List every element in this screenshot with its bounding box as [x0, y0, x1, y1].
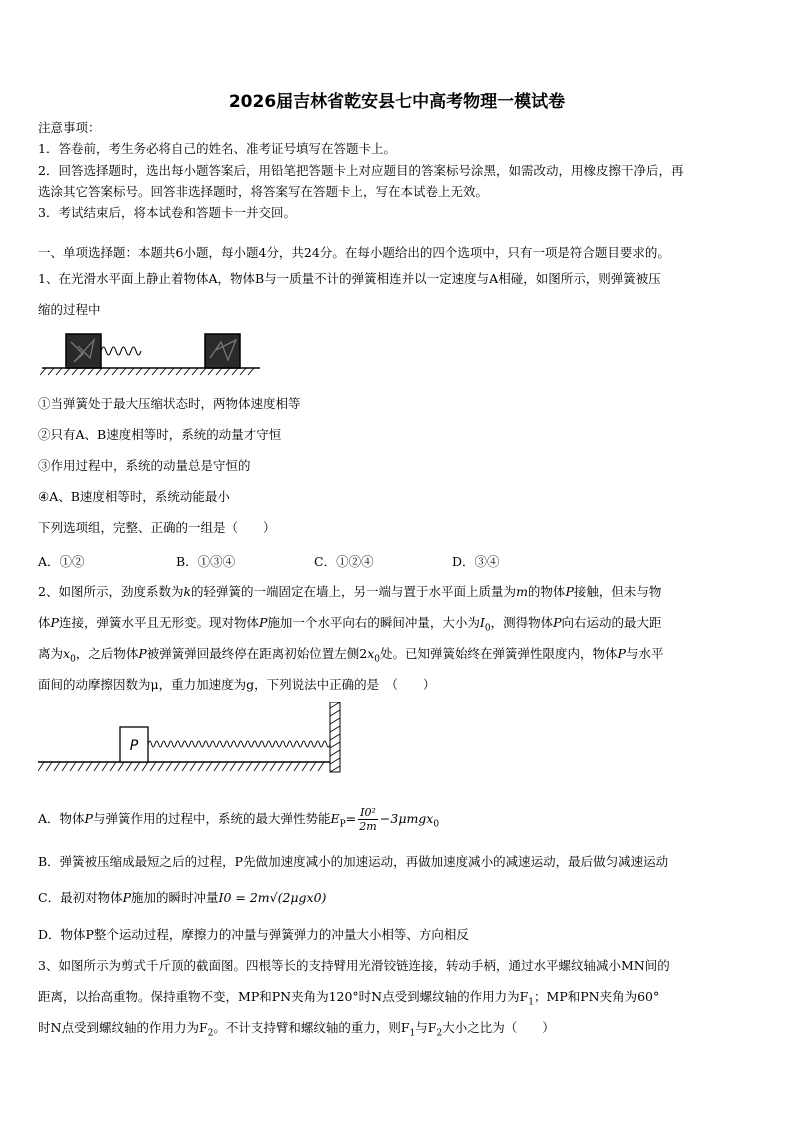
q2-option-d[interactable]: D．物体P整个运动过程，摩擦力的冲量与弹簧弹力的冲量大小相等、方向相反 [38, 927, 469, 942]
q1-option-c[interactable]: C．①②④ [314, 554, 374, 569]
notice-item-1: 1．答卷前，考生务必将自己的姓名、准考证号填写在答题卡上。 [38, 141, 396, 156]
notice-item-3: 3．考试结束后，将本试卷和答题卡一并交回。 [38, 205, 296, 220]
notice-heading: 注意事项： [38, 120, 101, 135]
q1-stem-line1: 1、在光滑水平面上静止着物体A，物体B与一质量不计的弹簧相连并以一定速度与A相碰，如图所示，则弹簧被压 [38, 271, 661, 286]
q3-stem-line3: 时N点受到螺纹轴的作用力为$F_2$。不计支持臂和螺纹轴的重力，则$F_1$与$F_2$大小之比为（ ） [38, 1020, 555, 1039]
q3-stem-line1: 3、如图所示为剪式千斤顶的截面图。四根等长的支持臂用光滑铰链连接，转动手柄，通过水平螺纹轴减小MN间的 [38, 958, 670, 973]
q2-stem-line2: 体P连接，弹簧水平且无形变。现对物体P施加一个水平向右的瞬间冲量，大小为$I_0$，测得物体P向右运动的最大距 [38, 615, 662, 634]
q2-option-a[interactable]: A．物体P与弹簧作用的过程中，系统的最大弹性势能$E_P=$ $\frac{\text{I0²}}{2m}$ −3μmgx$_0$ [38, 806, 440, 833]
q3-stem-line2: 距离，以抬高重物。保持重物不变，MP和PN夹角为120°时N点受到螺纹轴的作用力为$F_1$；MP和PN夹角为60° [38, 989, 660, 1008]
section-heading: 一、单项选择题：本题共6小题，每小题4分，共24分。在每小题给出的四个选项中，只有一项是符合题目要求的。 [38, 245, 670, 260]
q1-option-a[interactable]: A．①② [38, 554, 85, 569]
q1-option-d[interactable]: D．③④ [452, 554, 500, 569]
notice-item-2: 2．回答选择题时，选出每小题答案后，用铅笔把答题卡上对应题目的答案标号涂黑，如需改动，用橡皮擦干净后，再 [38, 163, 684, 178]
q1-prompt: 下列选项组，完整、正确的一组是（ ） [38, 520, 276, 535]
q1-statement-2: ②只有A、B速度相等时，系统的动量才守恒 [38, 427, 282, 442]
q2-stem-line4: 面间的动摩擦因数为μ，重力加速度为g，下列说法中正确的是 （ ） [38, 677, 436, 692]
q2-stem-line1: 2、如图所示，劲度系数为k的轻弹簧的一端固定在墙上，另一端与置于水平面上质量为m的物体P接触，但未与物 [38, 584, 662, 599]
q2-option-a-fraction: $\frac{\text{I0²}}{2m}$ [359, 806, 377, 833]
q1-stem-line2: 缩的过程中 [38, 302, 101, 317]
q1-statement-4: ④A、B速度相等时，系统动能最小 [38, 489, 230, 504]
notice-item-2-cont: 选涂其它答案标号。回答非选择题时，将答案写在答题卡上，写在本试卷上无效。 [38, 184, 489, 199]
q2-figure-wall-spring [38, 702, 344, 776]
page-title: 2026届吉林省乾安县七中高考物理一模试卷 [228, 92, 566, 112]
q1-option-b[interactable]: B．①③④ [176, 554, 236, 569]
q2-option-b[interactable]: B．弹簧被压缩成最短之后的过程，P先做加速度减小的加速运动，再做加速度减小的减速运动，最后做匀减速运动 [38, 854, 669, 869]
q1-statement-1: ①当弹簧处于最大压缩状态时，两物体速度相等 [38, 396, 301, 411]
q1-figure-blocks-spring [38, 328, 263, 378]
q1-statement-3: ③作用过程中，系统的动量总是守恒的 [38, 458, 251, 473]
q2-option-c[interactable]: C．最初对物体P施加的瞬时冲量I0 = 2m√(2μgx0) [38, 890, 327, 905]
q2-figure-label-p: P [129, 738, 139, 754]
q2-stem-line3: 离为$x_0$，之后物体P被弹簧弹回最终停在距离初始位置左侧$2x_0$处。已知弹簧始终在弹簧弹性限度内，物体P与水平 [38, 646, 664, 665]
